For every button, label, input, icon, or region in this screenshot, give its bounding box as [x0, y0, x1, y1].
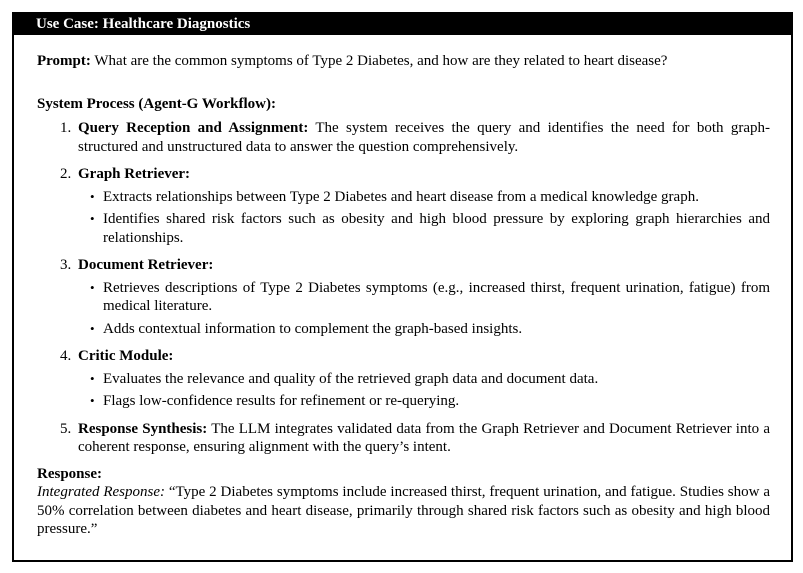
step-main	[78, 165, 770, 247]
response-paragraph	[37, 483, 770, 539]
response-heading: Response:	[37, 465, 103, 482]
bullet-icon: •	[90, 320, 95, 336]
step-bullets	[78, 279, 770, 339]
step-body	[78, 420, 770, 457]
step-body	[78, 256, 770, 275]
bullet-item	[78, 210, 770, 247]
bullet-text: Retrieves descriptions of Type 2 Diabetes symptoms (e.g., increased thirst, frequent urination, fatigue) from medical literature.	[103, 279, 770, 314]
workflow-step-5	[37, 420, 770, 457]
use-case-figure	[12, 12, 793, 562]
workflow-steps	[37, 119, 770, 457]
bullet-text: Adds contextual information to complement the graph-based insights.	[103, 320, 523, 337]
step-text: The LLM integrates validated data from the Graph Retriever and Document Retriever into a coherent response, ensuring alignment with the query’s intent.	[78, 420, 770, 455]
bullet-icon: •	[90, 279, 95, 295]
step-title: Graph Retriever:	[78, 166, 191, 182]
bullet-icon: •	[90, 188, 95, 204]
bullet-icon: •	[90, 370, 95, 386]
step-title: Critic Module:	[78, 348, 174, 364]
step-main	[78, 347, 770, 411]
bullet-item	[78, 279, 770, 316]
step-body	[78, 347, 770, 366]
figure-content	[14, 35, 791, 539]
bullet-item	[78, 320, 770, 339]
workflow-step-2	[37, 165, 770, 247]
bullet-item	[78, 370, 770, 389]
step-number: 5.	[60, 420, 72, 437]
figure-title: Use Case: Healthcare Diagnostics	[36, 16, 251, 32]
step-main	[78, 420, 770, 457]
bullet-item	[78, 392, 770, 411]
bullet-text: Flags low-confidence results for refinement or re-querying.	[103, 393, 460, 409]
bullet-text: Extracts relationships between Type 2 Diabetes and heart disease from a medical knowledge graph.	[103, 188, 699, 205]
figure-title-bar	[13, 13, 792, 35]
step-text: The system receives the query and identifies the need for both graph-structured and unstructured data to answer the question comprehensively.	[78, 120, 770, 155]
step-number: 4.	[60, 348, 72, 364]
workflow-step-3	[37, 256, 770, 338]
prompt-text: What are the common symptoms of Type 2 Diabetes, and how are they related to heart disease?	[94, 53, 668, 69]
response-text: “Type 2 Diabetes symptoms include increased thirst, frequent urination, and fatigue. Studies show a 50% correlation between diabetes and heart disease, primarily through shared risk factors such as obesity and high blood pressure.”	[37, 484, 770, 537]
bullet-text: Identifies shared risk factors such as obesity and high blood pressure by exploring graph hierarchies and relationships.	[103, 211, 770, 246]
step-main	[78, 256, 770, 338]
bullet-icon: •	[90, 211, 95, 226]
step-title: Response Synthesis:	[78, 420, 208, 437]
prompt-line	[37, 52, 770, 71]
bullet-icon: •	[90, 393, 95, 408]
step-number: 1.	[60, 120, 72, 136]
step-bullets	[78, 188, 770, 248]
step-bullets	[78, 370, 770, 411]
workflow-step-1	[37, 119, 770, 156]
bullet-text: Evaluates the relevance and quality of the retrieved graph data and document data.	[103, 370, 599, 387]
step-title: Document Retriever:	[78, 257, 214, 273]
step-number: 2.	[60, 166, 72, 182]
prompt-label: Prompt:	[37, 53, 91, 69]
workflow-heading: System Process (Agent-G Workflow):	[37, 95, 276, 112]
step-title: Query Reception and Assignment:	[78, 120, 309, 136]
response-label: Integrated Response:	[37, 484, 165, 500]
step-body	[78, 165, 770, 184]
bullet-item	[78, 188, 770, 207]
workflow-step-4	[37, 347, 770, 411]
step-number: 3.	[60, 257, 72, 273]
step-main	[78, 119, 770, 156]
step-body	[78, 119, 770, 156]
